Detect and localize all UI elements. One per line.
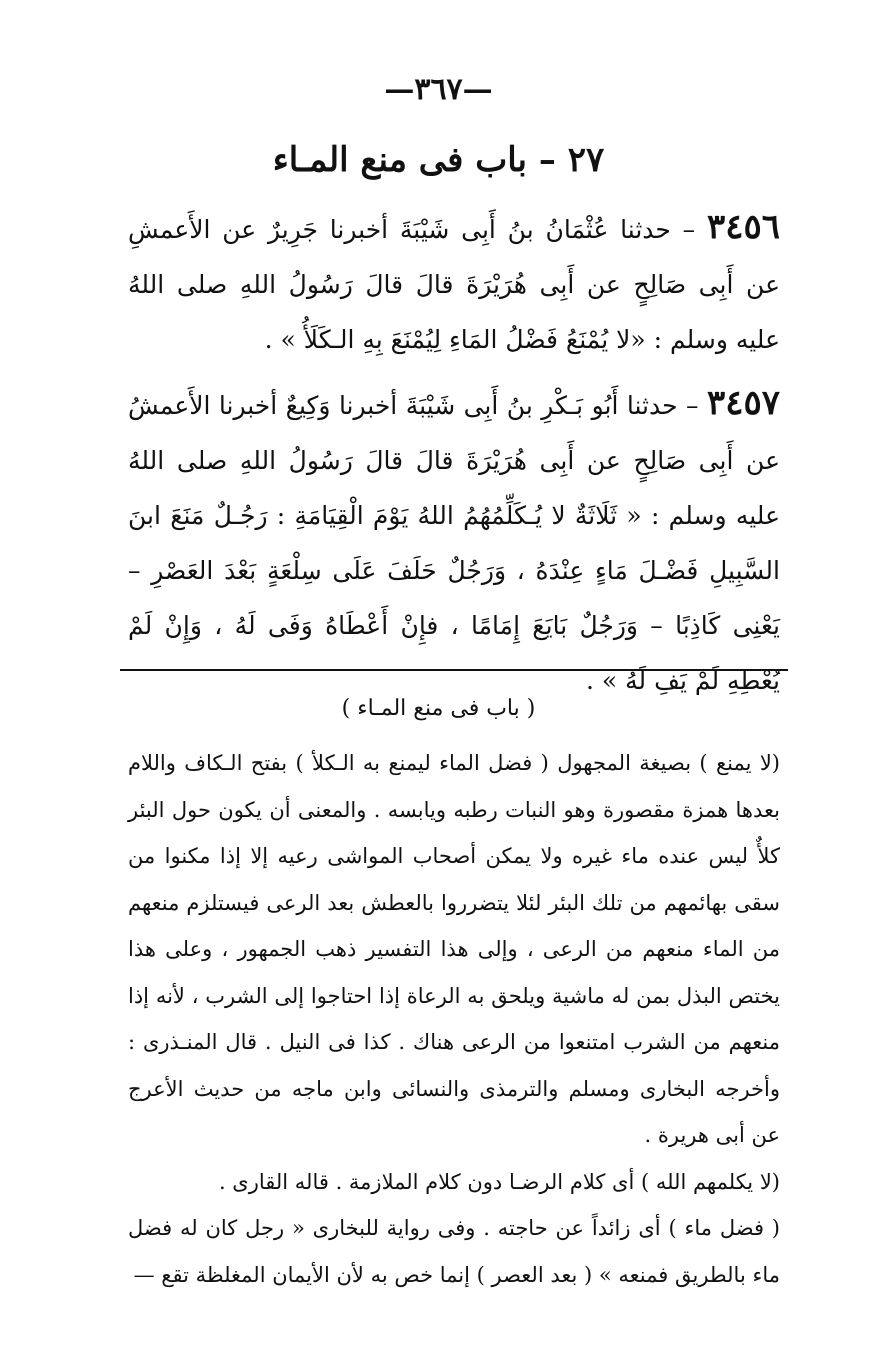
section-divider: [120, 669, 788, 671]
hadith-3457: [128, 376, 780, 708]
commentary-title: ( باب فى منع المـاء ): [341, 696, 536, 721]
hadith-text: – حدثنا أَبُو بَـكْرِ بنُ أَبِى شَيْبَةَ أخبرنا وَكِيعٌ أخبرنا الأَعمشُ عن أَبِى صَالِحٍ عن أَبِى هُرَيْرَةَ قالَ قالَ رَسُولُ اللهِ صلى اللهُ عليه وسلم : « ثَلَاثَةٌ لا يُـكَلِّمُهُمُ اللهُ يَوْمَ الْقِيَامَةِ : رَجُـلٌ مَنَعَ ابنَ السَّبِيلِ فَضْـلَ مَاءٍ عِنْدَهُ ، وَرَجُلٌ حَلَفَ عَلَى سِلْعَةٍ بَعْدَ العَصْرِ – يَعْنِى كَاذِبًا – وَرَجُلٌ بَايَعَ إِمَامًا ، فإِنْ أَعْطَاهُ وَفَى لَهُ ، وَإِنْ لَمْ يُعْطِهِ لَمْ يَفِ لَهُ » .: [128, 391, 780, 695]
hadith-text: – حدثنا عُثْمَانُ بنُ أَبِى شَيْبَةَ أخبرنا جَرِيرٌ عن الأَعمشِ عن أَبِى صَالِحٍ عن أَبِى هُرَيْرَةَ قالَ قالَ رَسُولُ اللهِ صلى اللهُ عليه وسلم : «لا يُمْنَعُ فَضْلُ المَاءِ لِيُمْنَعَ بِهِ الـكَلَأُ » .: [128, 215, 780, 354]
hadith-3456: [128, 200, 780, 367]
commentary-paragraph: (لا يكلمهم الله ) أى كلام الرضـا دون كلام الملازمة . قاله القارى .: [218, 1169, 780, 1194]
hadith-number: ٣٤٥٧: [706, 383, 780, 423]
commentary-paragraph: (لا يمنع ) بصيغة المجهول ( فضل الماء ليمنع به الـكلأ ) بفتح الـكاف واللام بعدها همزة مقصورة وهو النبات رطبه ويابسه . والمعنى أن يكون حول البئر كلأٌ ليس عنده ماء غيره ولا يمكن أصحاب المواشى رعيه إلا إذا مكنوا من سقى بهائمهم من تلك البئر لئلا يتضرروا بالعطش بعد الرعى فيستلزم منعهم من الماء منعهم من الرعى ، وإلى هذا التفسير ذهب الجمهور ، وعلى هذا يختص البذل بمن له ماشية ويلحق به الرعاة إذا احتاجوا إلى الشرب ، لأنه إذا منعهم من الشرب امتنعوا من الرعى هناك . كذا فى النيل . قال المنـذرى : وأخرجه البخارى ومسلم والترمذى والنسائى وابن ماجه من حديث الأعرج عن أبى هريرة .: [128, 751, 780, 1147]
commentary-paragraph: ( فضل ماء ) أى زائداً عن حاجته . وفى رواية للبخارى « رجل كان له فضل ماء بالطريق فمنعه » ( بعد العصر ) إنما خص به لأن الأيمان المغلظة تقع —: [128, 1216, 780, 1287]
page-number: —٣٦٧—: [384, 72, 493, 107]
chapter-title: ٢٧ – باب فى منع المـاء: [272, 140, 605, 180]
commentary-body: [128, 740, 780, 1298]
hadith-number: ٣٤٥٦: [706, 207, 781, 247]
